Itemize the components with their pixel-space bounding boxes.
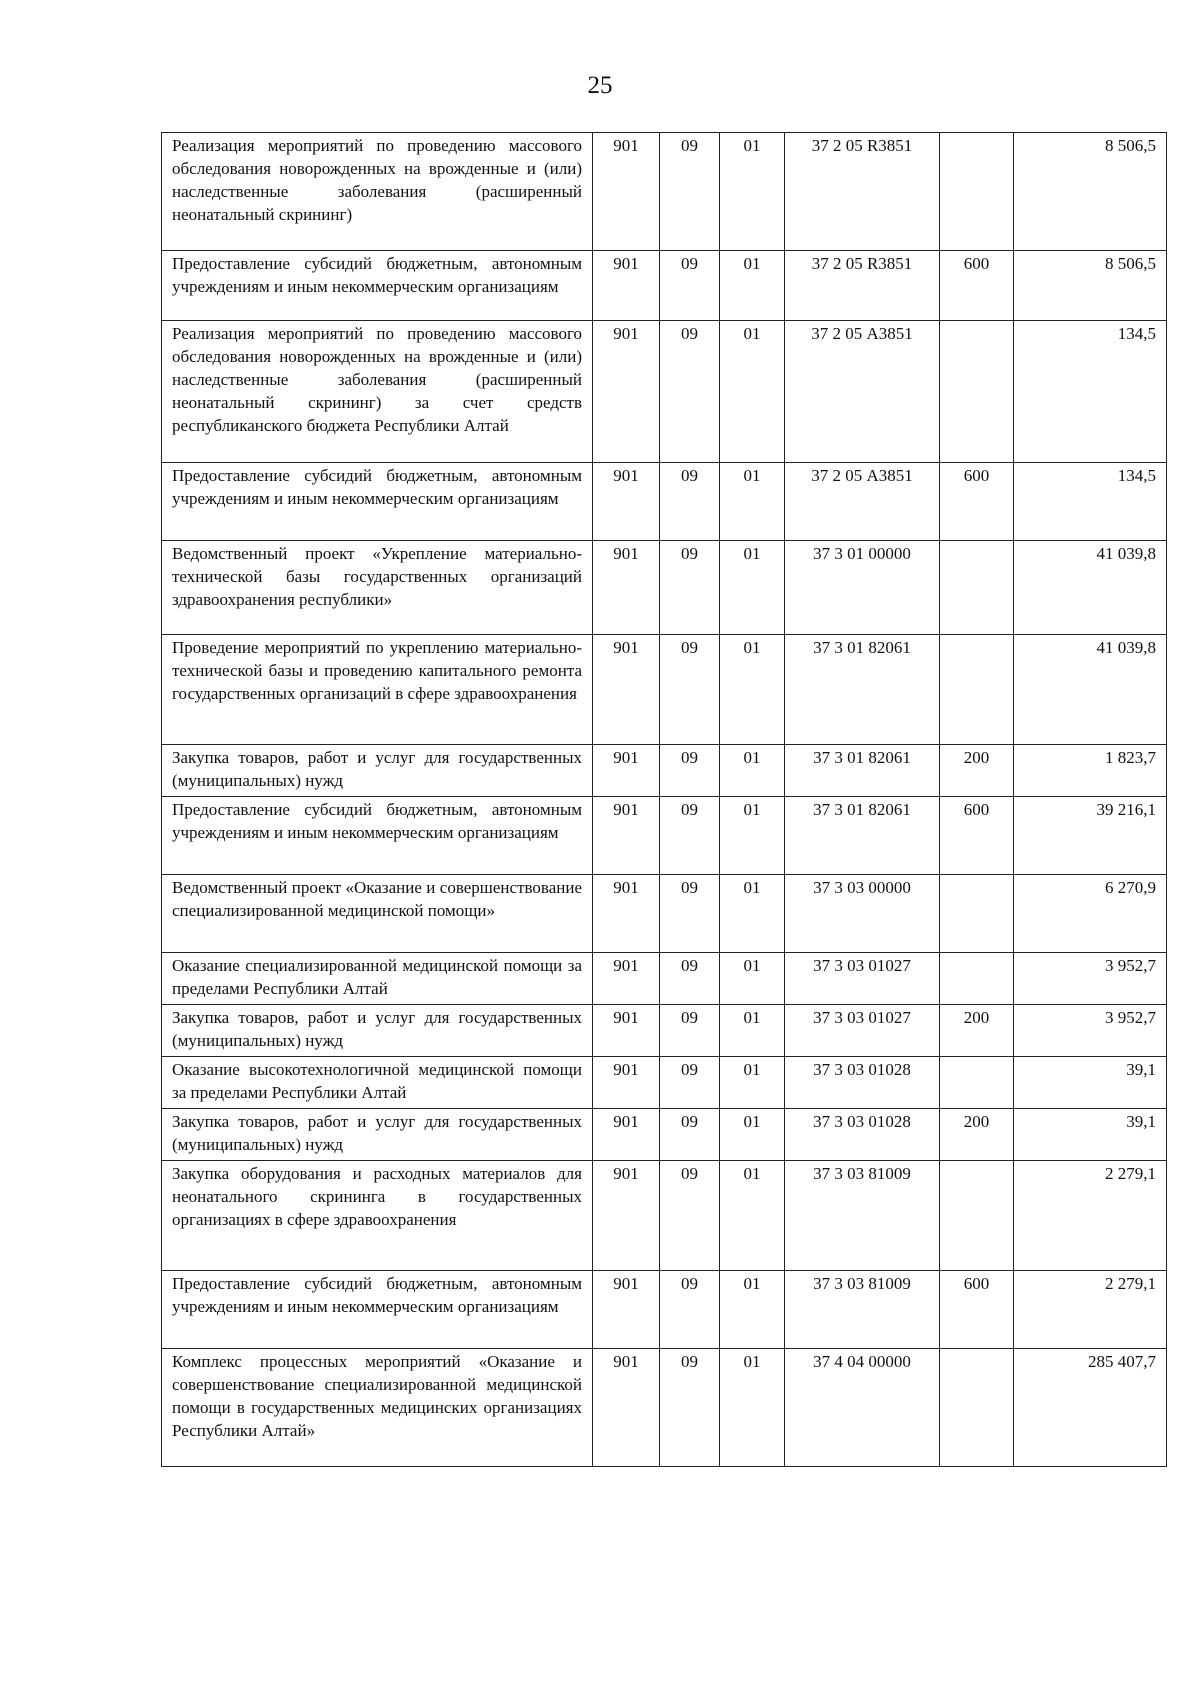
row-name: Оказание высокотехнологичной медицинской помощи за пределами Республики Алтай <box>162 1057 593 1109</box>
row-gr-code: 901 <box>593 1109 660 1161</box>
row-subsection-code: 01 <box>720 1109 785 1161</box>
row-section-code: 09 <box>660 635 720 745</box>
row-expense-type: 600 <box>940 463 1014 541</box>
row-section-code: 09 <box>660 875 720 953</box>
row-amount: 2 279,1 <box>1014 1161 1167 1271</box>
budget-table <box>161 132 1167 1467</box>
row-expense-type: 200 <box>940 1109 1014 1161</box>
row-expense-type: 600 <box>940 1271 1014 1349</box>
row-section-code: 09 <box>660 1057 720 1109</box>
table-body <box>162 133 1167 1467</box>
row-target-article: 37 3 03 00000 <box>785 875 940 953</box>
row-section-code: 09 <box>660 541 720 635</box>
row-gr-code: 901 <box>593 1271 660 1349</box>
row-target-article: 37 2 05 R3851 <box>785 251 940 321</box>
row-amount: 6 270,9 <box>1014 875 1167 953</box>
row-expense-type <box>940 1349 1014 1467</box>
row-name: Проведение мероприятий по укреплению материально-технической базы и проведению капитального ремонта государственных организаций в сфере здравоохранения <box>162 635 593 745</box>
row-subsection-code: 01 <box>720 1349 785 1467</box>
row-section-code: 09 <box>660 133 720 251</box>
row-section-code: 09 <box>660 745 720 797</box>
row-amount: 3 952,7 <box>1014 953 1167 1005</box>
row-section-code: 09 <box>660 251 720 321</box>
row-target-article: 37 4 04 00000 <box>785 1349 940 1467</box>
table-row <box>162 463 1167 541</box>
row-expense-type: 600 <box>940 251 1014 321</box>
row-subsection-code: 01 <box>720 1161 785 1271</box>
row-target-article: 37 3 03 01028 <box>785 1057 940 1109</box>
row-amount: 134,5 <box>1014 463 1167 541</box>
table-row <box>162 797 1167 875</box>
row-name: Комплекс процессных мероприятий «Оказание и совершенствование специализированной медицинской помощи в государственных медицинских организациях Республики Алтай» <box>162 1349 593 1467</box>
row-expense-type <box>940 541 1014 635</box>
page-number: 25 <box>587 72 613 99</box>
row-amount: 39,1 <box>1014 1109 1167 1161</box>
row-name: Закупка оборудования и расходных материалов для неонатального скрининга в государственных организациях в сфере здравоохранения <box>162 1161 593 1271</box>
table-row <box>162 1109 1167 1161</box>
row-subsection-code: 01 <box>720 875 785 953</box>
row-gr-code: 901 <box>593 463 660 541</box>
row-section-code: 09 <box>660 463 720 541</box>
row-gr-code: 901 <box>593 953 660 1005</box>
row-gr-code: 901 <box>593 875 660 953</box>
row-target-article: 37 3 03 81009 <box>785 1161 940 1271</box>
row-section-code: 09 <box>660 797 720 875</box>
row-name: Предоставление субсидий бюджетным, автономным учреждениям и иным некоммерческим организациям <box>162 251 593 321</box>
row-amount: 39 216,1 <box>1014 797 1167 875</box>
row-expense-type <box>940 635 1014 745</box>
table-row <box>162 321 1167 463</box>
row-amount: 2 279,1 <box>1014 1271 1167 1349</box>
table-row <box>162 875 1167 953</box>
row-subsection-code: 01 <box>720 321 785 463</box>
row-target-article: 37 3 03 81009 <box>785 1271 940 1349</box>
row-expense-type <box>940 953 1014 1005</box>
row-subsection-code: 01 <box>720 1057 785 1109</box>
row-target-article: 37 2 05 А3851 <box>785 463 940 541</box>
row-subsection-code: 01 <box>720 635 785 745</box>
row-expense-type <box>940 875 1014 953</box>
row-subsection-code: 01 <box>720 541 785 635</box>
row-name: Реализация мероприятий по проведению массового обследования новорожденных на врожденные и (или) наследственные заболевания (расширенный неонатальный скрининг) <box>162 133 593 251</box>
row-gr-code: 901 <box>593 133 660 251</box>
row-expense-type: 200 <box>940 745 1014 797</box>
table-row <box>162 1005 1167 1057</box>
row-name: Предоставление субсидий бюджетным, автономным учреждениям и иным некоммерческим организациям <box>162 797 593 875</box>
row-name: Предоставление субсидий бюджетным, автономным учреждениям и иным некоммерческим организациям <box>162 463 593 541</box>
row-expense-type <box>940 1057 1014 1109</box>
row-subsection-code: 01 <box>720 797 785 875</box>
row-subsection-code: 01 <box>720 745 785 797</box>
row-subsection-code: 01 <box>720 133 785 251</box>
row-target-article: 37 3 01 82061 <box>785 635 940 745</box>
row-expense-type <box>940 1161 1014 1271</box>
row-gr-code: 901 <box>593 541 660 635</box>
row-amount: 1 823,7 <box>1014 745 1167 797</box>
row-target-article: 37 3 03 01028 <box>785 1109 940 1161</box>
row-expense-type: 600 <box>940 797 1014 875</box>
row-gr-code: 901 <box>593 321 660 463</box>
table-row <box>162 1161 1167 1271</box>
row-target-article: 37 3 01 82061 <box>785 745 940 797</box>
row-section-code: 09 <box>660 321 720 463</box>
row-name: Закупка товаров, работ и услуг для государственных (муниципальных) нужд <box>162 1005 593 1057</box>
row-gr-code: 901 <box>593 1161 660 1271</box>
row-section-code: 09 <box>660 1109 720 1161</box>
row-gr-code: 901 <box>593 1005 660 1057</box>
row-section-code: 09 <box>660 1349 720 1467</box>
row-name: Закупка товаров, работ и услуг для государственных (муниципальных) нужд <box>162 1109 593 1161</box>
row-section-code: 09 <box>660 1161 720 1271</box>
table-row <box>162 953 1167 1005</box>
row-amount: 3 952,7 <box>1014 1005 1167 1057</box>
row-expense-type <box>940 321 1014 463</box>
row-amount: 8 506,5 <box>1014 251 1167 321</box>
row-target-article: 37 3 03 01027 <box>785 1005 940 1057</box>
row-amount: 134,5 <box>1014 321 1167 463</box>
row-name: Реализация мероприятий по проведению массового обследования новорожденных на врожденные и (или) наследственные заболевания (расширенный неонатальный скрининг) за счет средств республиканского бюджета Республики Алтай <box>162 321 593 463</box>
row-subsection-code: 01 <box>720 463 785 541</box>
row-subsection-code: 01 <box>720 953 785 1005</box>
row-name: Ведомственный проект «Оказание и совершенствование специализированной медицинской помощи» <box>162 875 593 953</box>
row-subsection-code: 01 <box>720 251 785 321</box>
row-target-article: 37 2 05 А3851 <box>785 321 940 463</box>
row-name: Закупка товаров, работ и услуг для государственных (муниципальных) нужд <box>162 745 593 797</box>
row-gr-code: 901 <box>593 797 660 875</box>
row-gr-code: 901 <box>593 635 660 745</box>
row-amount: 285 407,7 <box>1014 1349 1167 1467</box>
row-name: Ведомственный проект «Укрепление материально-технической базы государственных организаций здравоохранения республики» <box>162 541 593 635</box>
row-name: Предоставление субсидий бюджетным, автономным учреждениям и иным некоммерческим организациям <box>162 1271 593 1349</box>
table-row <box>162 1349 1167 1467</box>
table-row <box>162 251 1167 321</box>
row-section-code: 09 <box>660 953 720 1005</box>
row-expense-type: 200 <box>940 1005 1014 1057</box>
row-section-code: 09 <box>660 1005 720 1057</box>
row-target-article: 37 2 05 R3851 <box>785 133 940 251</box>
row-gr-code: 901 <box>593 1057 660 1109</box>
row-gr-code: 901 <box>593 745 660 797</box>
row-target-article: 37 3 01 82061 <box>785 797 940 875</box>
table-row <box>162 133 1167 251</box>
row-amount: 41 039,8 <box>1014 635 1167 745</box>
row-subsection-code: 01 <box>720 1005 785 1057</box>
row-target-article: 37 3 03 01027 <box>785 953 940 1005</box>
table-row <box>162 745 1167 797</box>
row-amount: 41 039,8 <box>1014 541 1167 635</box>
table-row <box>162 1271 1167 1349</box>
row-section-code: 09 <box>660 1271 720 1349</box>
row-amount: 39,1 <box>1014 1057 1167 1109</box>
table-row <box>162 1057 1167 1109</box>
row-gr-code: 901 <box>593 1349 660 1467</box>
row-expense-type <box>940 133 1014 251</box>
table-row <box>162 635 1167 745</box>
row-subsection-code: 01 <box>720 1271 785 1349</box>
table-row <box>162 541 1167 635</box>
row-amount: 8 506,5 <box>1014 133 1167 251</box>
row-target-article: 37 3 01 00000 <box>785 541 940 635</box>
row-gr-code: 901 <box>593 251 660 321</box>
row-name: Оказание специализированной медицинской помощи за пределами Республики Алтай <box>162 953 593 1005</box>
